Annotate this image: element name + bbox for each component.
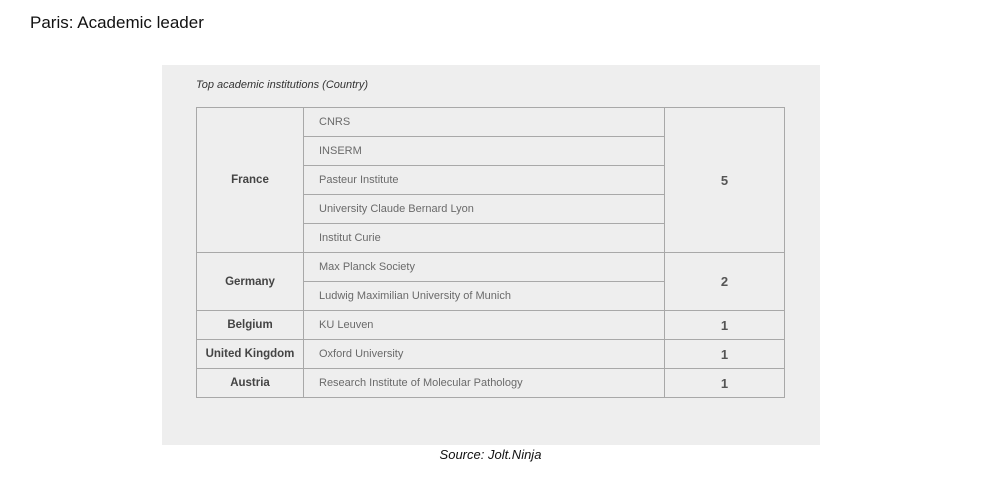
institution-cell: INSERM [304, 137, 665, 166]
institution-cell: Oxford University [304, 340, 665, 369]
table-caption: Top academic institutions (Country) [196, 79, 369, 91]
table-panel [162, 65, 820, 445]
institution-cell: Ludwig Maximilian University of Munich [304, 282, 665, 311]
institution-cell: Research Institute of Molecular Pathology [304, 369, 665, 398]
count-cell: 1 [665, 340, 785, 369]
country-cell: Belgium [197, 311, 304, 340]
page-title: Paris: Academic leader [30, 13, 204, 32]
count-cell: 5 [665, 108, 785, 253]
institutions-table [196, 107, 785, 398]
institution-cell: Pasteur Institute [304, 166, 665, 195]
country-cell: Germany [197, 253, 304, 311]
source-note: Source: Jolt.Ninja [439, 447, 542, 462]
country-cell: France [197, 108, 304, 253]
institution-cell: Max Planck Society [304, 253, 665, 282]
count-cell: 2 [665, 253, 785, 311]
country-cell: Austria [197, 369, 304, 398]
institution-cell: Institut Curie [304, 224, 665, 253]
institution-cell: CNRS [304, 108, 665, 137]
count-cell: 1 [665, 311, 785, 340]
count-cell: 1 [665, 369, 785, 398]
institution-cell: University Claude Bernard Lyon [304, 195, 665, 224]
institution-cell: KU Leuven [304, 311, 665, 340]
country-cell: United Kingdom [197, 340, 304, 369]
